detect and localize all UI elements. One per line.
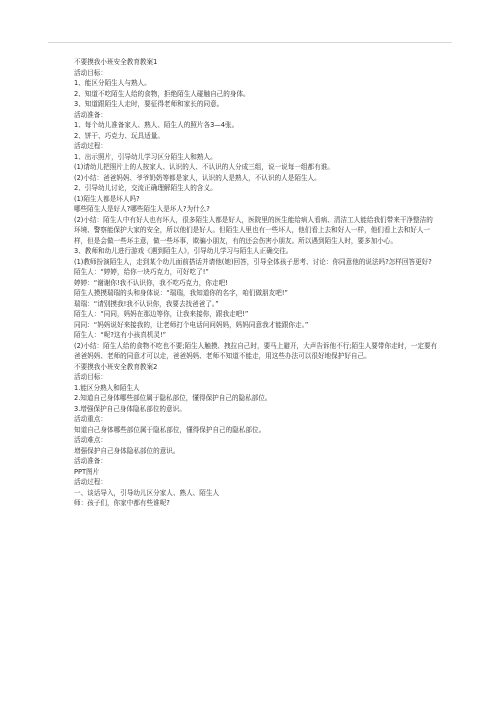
text-line: 知道自己身体哪些部位属于隐私部位，懂得保护自己的隐私部位。 bbox=[74, 425, 266, 434]
dialogue-line: 陌生人摸摸瑞瑞的头和身体说：“瑞瑞，我知道你的名字，咱们做朋友吧!” bbox=[74, 289, 288, 297]
text-line: 1、能区分陌生人与熟人。 bbox=[74, 79, 151, 87]
dialogue-line: 瑞瑞：“请别摸我!我不认识你，我要去找爸爸了。” bbox=[74, 299, 219, 308]
section-heading: 活动重点： bbox=[74, 415, 107, 423]
text-line: 3.增强保护自己身体隐私部位的意识。 bbox=[74, 404, 186, 413]
section-heading: 活动过程： bbox=[74, 478, 107, 486]
text-line: 2、引导幼儿讨论，交流正确理解陌生人的含义。 bbox=[74, 184, 217, 192]
section-heading: 活动过程： bbox=[74, 142, 107, 150]
text-line: 哪些陌生人是好人?哪些陌生人是坏人?为什么? bbox=[74, 205, 210, 213]
text-line: 1.能区分熟人和陌生人 bbox=[74, 383, 140, 392]
paragraph: (1)教师扮演陌生人，走到某个幼儿面前搭话并请他(她)回答，引导全体孩子思考、讨论：你同意他的说法吗?怎样回答更好? bbox=[74, 257, 432, 266]
dialogue-line: 婷婷：“谢谢你!我不认识你，我不吃巧克力，你走吧! bbox=[74, 278, 228, 287]
text-line: 2、知道不吃陌生人给的食物，拒绝陌生人碰触自己的身体。 bbox=[74, 89, 250, 98]
text-line: 一、谈话导入，引导幼儿区分家人、熟人、陌生人 bbox=[74, 488, 220, 497]
text-line: 3、教师和幼儿进行游戏《遇到陌生人》，引导幼儿学习与陌生人正确交往。 bbox=[74, 247, 293, 255]
header-rule bbox=[48, 42, 452, 43]
text-line: (1)请幼儿把照片上的人按家人、认识的人、不认识的人分成三组，说一说每一组都有谁。 bbox=[74, 163, 334, 171]
text-line: 增强保护自己身体隐私部位的意识。 bbox=[74, 446, 180, 455]
section-heading: 活动准备： bbox=[74, 457, 107, 465]
document-body bbox=[74, 57, 438, 509]
text-line: (1)陌生人都是坏人吗? bbox=[74, 194, 140, 203]
dialogue-line: 陌生人：“呢?这有小孩真机灵!” bbox=[74, 331, 167, 339]
text-line: 2、饼干、巧克力、玩具适量。 bbox=[74, 131, 164, 140]
section-heading: 活动目标： bbox=[74, 68, 107, 77]
text-line: 1、出示照片，引导幼儿学习区分陌生人和熟人。 bbox=[74, 152, 217, 161]
text-line: PPT图片 bbox=[74, 467, 100, 476]
dialogue-line: 同同：“妈妈说好来接我的，让老师打个电话问问妈妈，妈妈同意我才能跟你走。” bbox=[74, 320, 309, 329]
text-line: 1、每个幼儿准备家人、熟人、陌生人的照片各3—4张。 bbox=[74, 121, 239, 129]
paragraph: (2)小结：陌生人中有好人也有坏人，很多陌生人都是好人，医院里的医生能给病人看病、清洁工人能给我们带来干净整洁的环境、警察能保护大家的安全，所以他们是好人。但陌生人里也有一些坏人，他们看上去和好人一样，他们看上去和好人一样，但是会做一些坏主意，做一些坏事，欺骗小朋友，有的还会伤害小朋友。所以遇到陌生人时，要多加小心。 bbox=[74, 215, 433, 245]
section-heading: 活动难点： bbox=[74, 436, 107, 444]
dialogue-line: 陌生人：“婷婷，给你一块巧克力，可好吃了!” bbox=[74, 268, 209, 276]
dialogue-line: 陌生人：“同同，妈妈在那边等你，让我来接你，跟我走吧!” bbox=[74, 310, 249, 318]
section-heading: 活动目标： bbox=[74, 373, 107, 381]
lesson-title: 不要摸我小班安全教育教案1 bbox=[74, 58, 158, 66]
text-line: 2.知道自己身体哪些部位属于隐私部位，懂得保护自己的隐私部位。 bbox=[74, 394, 272, 402]
section-heading: 活动准备： bbox=[74, 110, 107, 119]
lesson-title: 不要摸我小班安全教育教案2 bbox=[74, 362, 158, 371]
text-line: 3、知道跟陌生人走时，要征得老师和家长的同意。 bbox=[74, 100, 224, 108]
text-line: 师：孩子们，你家中都有些谁呢? bbox=[74, 499, 170, 507]
text-line: (2)小结：爸爸妈妈、爷爷奶奶等都是家人，认识的人是熟人，不认识的人是陌生人。 bbox=[74, 173, 321, 182]
paragraph: (2)小结：陌生人给的食物不吃也不要;陌生人触摸、拽拉自己时，要马上避开，大声告诉他不行;陌生人要带你走时，一定要有爸爸妈妈、老师的同意才可以走，爸爸妈妈、老师不知道不能走，用这些办法可以很好地保护好自己。 bbox=[74, 341, 438, 360]
